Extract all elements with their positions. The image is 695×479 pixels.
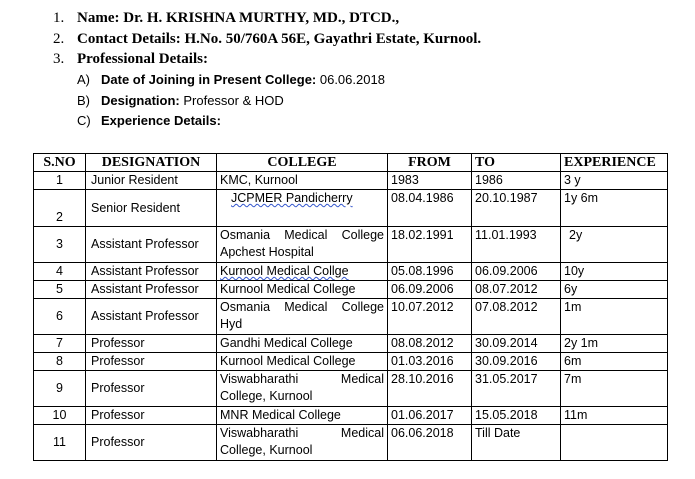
- joining-date-item: [77, 72, 385, 87]
- cell-college: Kurnool Medical College: [217, 353, 388, 371]
- cell-experience: 2y 1m: [561, 335, 668, 353]
- cell-to: 15.05.2018: [472, 407, 561, 425]
- cell-to: 20.10.1987: [472, 190, 561, 227]
- cell-sno: 8: [34, 353, 86, 371]
- cell-college: [217, 190, 388, 227]
- cell-designation: Junior Resident: [86, 172, 217, 190]
- table-row: [34, 335, 668, 353]
- cell-sno: 10: [34, 407, 86, 425]
- table-row: [34, 172, 668, 190]
- experience-table: [33, 153, 668, 461]
- experience-details-item: [77, 113, 221, 128]
- cell-designation: Professor: [86, 353, 217, 371]
- contact-text: Contact Details: H.No. 50/760A 56E, Gayathri Estate, Kurnool.: [77, 31, 482, 47]
- cell-from: 1983: [388, 172, 472, 190]
- header-designation: DESIGNATION: [86, 154, 217, 172]
- cell-experience: 6m: [561, 353, 668, 371]
- list-number: 1.: [53, 10, 65, 26]
- cell-to: 11.01.1993: [472, 227, 561, 263]
- cell-to: 1986: [472, 172, 561, 190]
- college-text: Kurnool Medical Collge: [220, 264, 349, 278]
- joining-label: Date of Joining in Present College:: [101, 72, 317, 87]
- cell-college: Gandhi Medical College: [217, 335, 388, 353]
- table-row: [34, 353, 668, 371]
- table-row: [34, 407, 668, 425]
- cell-to: 06.09.2006: [472, 263, 561, 281]
- cell-experience: 10y: [561, 263, 668, 281]
- cell-designation: Assistant Professor: [86, 263, 217, 281]
- cell-college: KMC, Kurnool: [217, 172, 388, 190]
- table-row: [34, 227, 668, 263]
- list-number: 3.: [53, 51, 65, 67]
- designation-value: Professor & HOD: [179, 93, 284, 108]
- cell-experience: 2y: [561, 227, 668, 263]
- cell-from: 28.10.2016: [388, 371, 472, 407]
- cell-from: 18.02.1991: [388, 227, 472, 263]
- cell-sno: 7: [34, 335, 86, 353]
- cell-designation: Professor: [86, 371, 217, 407]
- name-heading: [53, 10, 399, 27]
- cell-college: Osmania Medical College Apchest Hospital: [217, 227, 388, 263]
- cell-designation: Assistant Professor: [86, 299, 217, 335]
- cell-from: 05.08.1996: [388, 263, 472, 281]
- sub-letter: A): [77, 72, 90, 87]
- cell-to: Till Date: [472, 425, 561, 461]
- professional-heading: [53, 51, 208, 68]
- cell-experience: 11m: [561, 407, 668, 425]
- cell-sno: 4: [34, 263, 86, 281]
- college-text: JCPMER Pandicherry: [231, 191, 353, 205]
- cell-experience: 1m: [561, 299, 668, 335]
- cell-to: 08.07.2012: [472, 281, 561, 299]
- cell-college: Viswabharathi Medical College, Kurnool: [217, 425, 388, 461]
- cell-from: 08.04.1986: [388, 190, 472, 227]
- professional-text: Professional Details:: [77, 51, 208, 67]
- cell-designation: Professor: [86, 335, 217, 353]
- cell-designation: Professor: [86, 425, 217, 461]
- cell-sno: 9: [34, 371, 86, 407]
- table-row: [34, 263, 668, 281]
- cell-college: Viswabharathi Medical College, Kurnool: [217, 371, 388, 407]
- contact-heading: [53, 31, 481, 48]
- joining-value: 06.06.2018: [316, 72, 385, 87]
- cell-designation: Assistant Professor: [86, 227, 217, 263]
- table-row: [34, 299, 668, 335]
- cell-to: 31.05.2017: [472, 371, 561, 407]
- cell-from: 06.06.2018: [388, 425, 472, 461]
- sub-letter: B): [77, 93, 90, 108]
- header-college: COLLEGE: [217, 154, 388, 172]
- header-sno: S.NO: [34, 154, 86, 172]
- sub-letter: C): [77, 113, 91, 128]
- table-row: [34, 190, 668, 227]
- cell-experience: 1y 6m: [561, 190, 668, 227]
- cell-college: MNR Medical College: [217, 407, 388, 425]
- cell-to: 30.09.2016: [472, 353, 561, 371]
- name-text: Name: Dr. H. KRISHNA MURTHY, MD., DTCD.,: [77, 10, 400, 26]
- cell-college: Kurnool Medical College: [217, 281, 388, 299]
- cell-sno: 11: [34, 425, 86, 461]
- cell-to: 07.08.2012: [472, 299, 561, 335]
- header-experience: EXPERIENCE: [561, 154, 668, 172]
- cell-from: 10.07.2012: [388, 299, 472, 335]
- cell-designation: Assistant Professor: [86, 281, 217, 299]
- cell-from: 08.08.2012: [388, 335, 472, 353]
- cell-college: [217, 263, 388, 281]
- cell-experience: 7m: [561, 371, 668, 407]
- cell-from: 01.06.2017: [388, 407, 472, 425]
- cell-experience: [561, 425, 668, 461]
- header-to: TO: [472, 154, 561, 172]
- table-header-row: [34, 154, 668, 172]
- cell-from: 06.09.2006: [388, 281, 472, 299]
- cell-college: Osmania Medical College Hyd: [217, 299, 388, 335]
- cell-to: 30.09.2014: [472, 335, 561, 353]
- table-row: [34, 281, 668, 299]
- cell-sno: 3: [34, 227, 86, 263]
- cell-designation: Professor: [86, 407, 217, 425]
- designation-item: [77, 93, 284, 108]
- cell-experience: 6y: [561, 281, 668, 299]
- header-from: FROM: [388, 154, 472, 172]
- cell-sno: 5: [34, 281, 86, 299]
- cell-sno: 1: [34, 172, 86, 190]
- experience-label: Experience Details:: [101, 113, 221, 128]
- designation-label: Designation:: [101, 93, 180, 108]
- cell-sno: 6: [34, 299, 86, 335]
- cell-sno: 2: [34, 190, 86, 227]
- table-row: [34, 425, 668, 461]
- cell-from: 01.03.2016: [388, 353, 472, 371]
- list-number: 2.: [53, 31, 65, 47]
- table-row: [34, 371, 668, 407]
- cell-experience: 3 y: [561, 172, 668, 190]
- cell-designation: Senior Resident: [86, 190, 217, 227]
